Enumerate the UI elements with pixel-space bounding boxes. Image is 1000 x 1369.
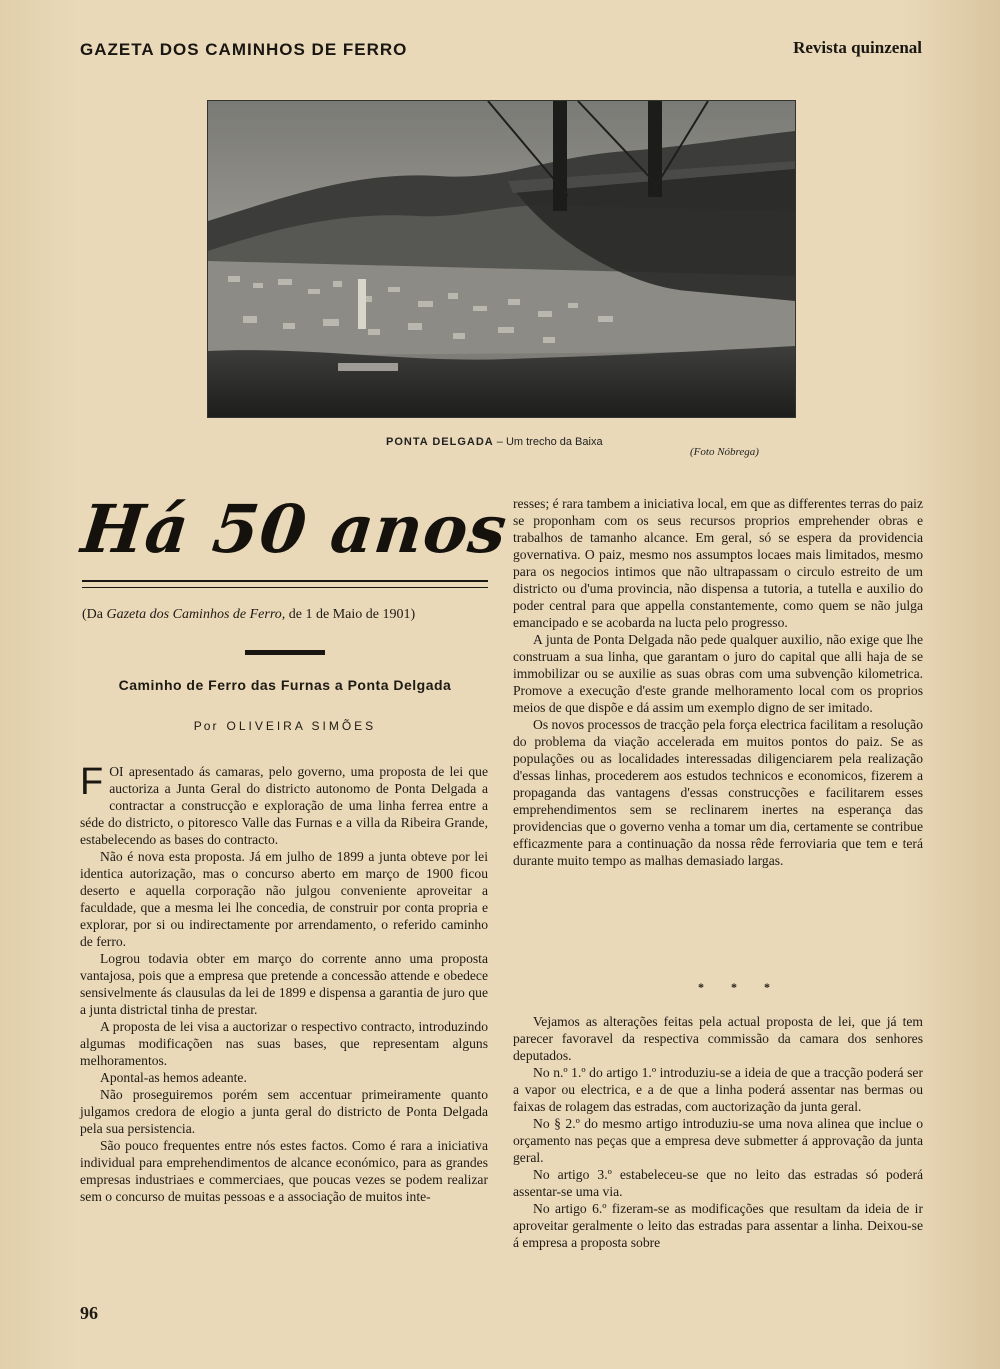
section-separator: * * * <box>698 980 782 994</box>
photo-caption <box>386 436 603 448</box>
paragraph: Apontal-as hemos adeante. <box>100 1070 247 1085</box>
caption-text: – Um trecho da Baixa <box>493 436 603 448</box>
publication-title: GAZETA DOS CAMINHOS DE FERRO <box>80 40 408 59</box>
paragraph: A junta de Ponta Delgada não pede qualquer auxilio, não exige que lhe construam a sua linha, que garantam o juro do capital que alli haja de se immobilizar ou se auxilie as suas obras com uma subvenção kilometrica. Promove a execução d'este grande melhoramento local com os proprios meios de que dispõe e dá assim um exemplo digno de ser imitado. <box>513 632 923 715</box>
page-number: 96 <box>80 1303 98 1323</box>
paragraph: São pouco frequentes entre nós estes factos. Como é rara a iniciativa individual para emprehendimentos de alcance económico, para as grandes empresas industriaes e commerciaes, que poucas vezes se podem realizar sem o concurso de muitas pessoas e a associação de muitos inte- <box>80 1138 488 1204</box>
byline-por: Por <box>193 719 219 733</box>
paragraph: Logrou todavia obter em março do corrente anno uma proposta vantajosa, pois que a empresa que pretende a concessão attende e obedece sensivelmente ás clausulas da lei de 1899 e dispensa a garantia de juro que a junta districtal tinha de prestar. <box>80 951 488 1017</box>
source-date: de 1 de Maio de 1901) <box>285 607 416 622</box>
paragraph: No § 2.º do mesmo artigo introduziu-se uma nova alinea que inclue o orçamento nas peças que a empresa deve submetter á approvação da junta geral. <box>513 1116 923 1165</box>
paragraph: Não proseguiremos porém sem accentuar primeiramente quanto julgamos credora de elogio a junta geral do districto de Ponta Delgada pela sua persistencia. <box>80 1087 488 1136</box>
source-publication: Gazeta dos Caminhos de Ferro, <box>106 607 286 622</box>
article-source <box>82 607 492 623</box>
aerial-photo-ponta-delgada <box>207 100 796 418</box>
article-subtitle: Caminho de Ferro das Furnas a Ponta Delgada <box>118 677 452 693</box>
paragraph: Não é nova esta proposta. Já em julho de 1899 a junta obteve por lei identica autorização, mas o concurso aberto em março de 1900 ficou deserto e aquella corporação não julgou conveniente aproveitar a faculdade, que a mesma lei lhe concedia, de construir por conta propria e explorar, por si ou indirectamente por arrendamento, o referido caminho de ferro. <box>80 849 488 949</box>
paragraph-text: OI apresentado ás camaras, pelo governo, uma proposta de lei que auctoriza a Junta Geral do districto autonomo de Ponta Delgada a contractar a construcção e exploração de uma linha ferrea entre a séde do districto, o pitoresco Valle das Furnas e a villa da Ribeira Grande, estabelecendo as bases do contracto. <box>80 764 488 847</box>
paragraph: Os novos processos de tracção pela força electrica facilitam a resolução do problema da viação accelerada em muitos pontos do paiz. Se as populações ou as localidades interessadas diligenciarem pela realização d'essas linhas, procederem aos estudos technicos e economicos, fizerem a propaganda das vantagens d'essas construcções e facilitarem esses emprehendimentos sem se reclinarem inertes na esperança das providencias que o governo venha a tomar um dia, certamente se contribue efficazmente para a continuação da nossa rêde ferroviaria que tem e terá durante muito tempo as malhas demasiado largas. <box>513 717 923 868</box>
paragraph: resses; é rara tambem a iniciativa local, em que as differentes terras do paiz se proponham com os seus recursos proprios emprehender obras e trabalhos de tamanho alcance. Em geral, só se espera da providencia governativa. O paiz, mesmo nos assumptos locaes mais limitados, mesmo para os negocios intimos que não ultrapassam o circulo estreito de um districto ou d'uma provincia, não dispensa a tutoria, a tutella e auxilio do poder central para que appella constantemente, como quem se não julga emancipado e se acobarda na lucta pelo progresso. <box>513 496 923 630</box>
publication-frequency: Revista quinzenal <box>793 38 922 57</box>
article-title: Há 50 anos <box>77 490 511 568</box>
paragraph: A proposta de lei visa a auctorizar o respectivo contracto, introduzindo algumas modificaçõen nas suas bases, que representam alguns melhoramentos. <box>80 1019 488 1068</box>
caption-place: PONTA DELGADA <box>386 436 494 448</box>
paragraph <box>80 763 488 848</box>
paragraph: Vejamos as alterações feitas pela actual proposta de lei, que já tem parecer favoravel da respectiva commissão da camara dos senhores deputados. <box>513 1014 923 1063</box>
photo-credit: (Foto Nóbrega) <box>690 446 759 458</box>
source-prefix: (Da <box>82 607 107 622</box>
aerial-photo-image <box>208 101 795 417</box>
byline-author: OLIVEIRA SIMÕES <box>226 719 377 733</box>
article-column-right <box>513 495 923 869</box>
paragraph: No artigo 6.º fizeram-se as modificações que resultam da ideia de ir aproveitar geralmente o leito das estradas para assentar a linha. Deixou-se á empresa a proposta sobre <box>513 1201 923 1250</box>
article-column-right-continued <box>513 1013 923 1251</box>
paragraph: No artigo 3.º estabeleceu-se que no leito das estradas só poderá assentar-se uma via. <box>513 1167 923 1199</box>
paragraph: No n.º 1.º do artigo 1.º introduziu-se a ideia de que a tracção poderá ser a vapor ou electrica, e a de que a linha poderá assentar nas bermas ou faixas de rolagem das estradas, com auctorização da junta geral. <box>513 1065 923 1114</box>
drop-cap: F <box>80 761 104 803</box>
article-column-left <box>80 763 488 1205</box>
section-divider <box>245 650 325 655</box>
title-rule <box>82 580 488 588</box>
article-byline <box>82 719 488 733</box>
